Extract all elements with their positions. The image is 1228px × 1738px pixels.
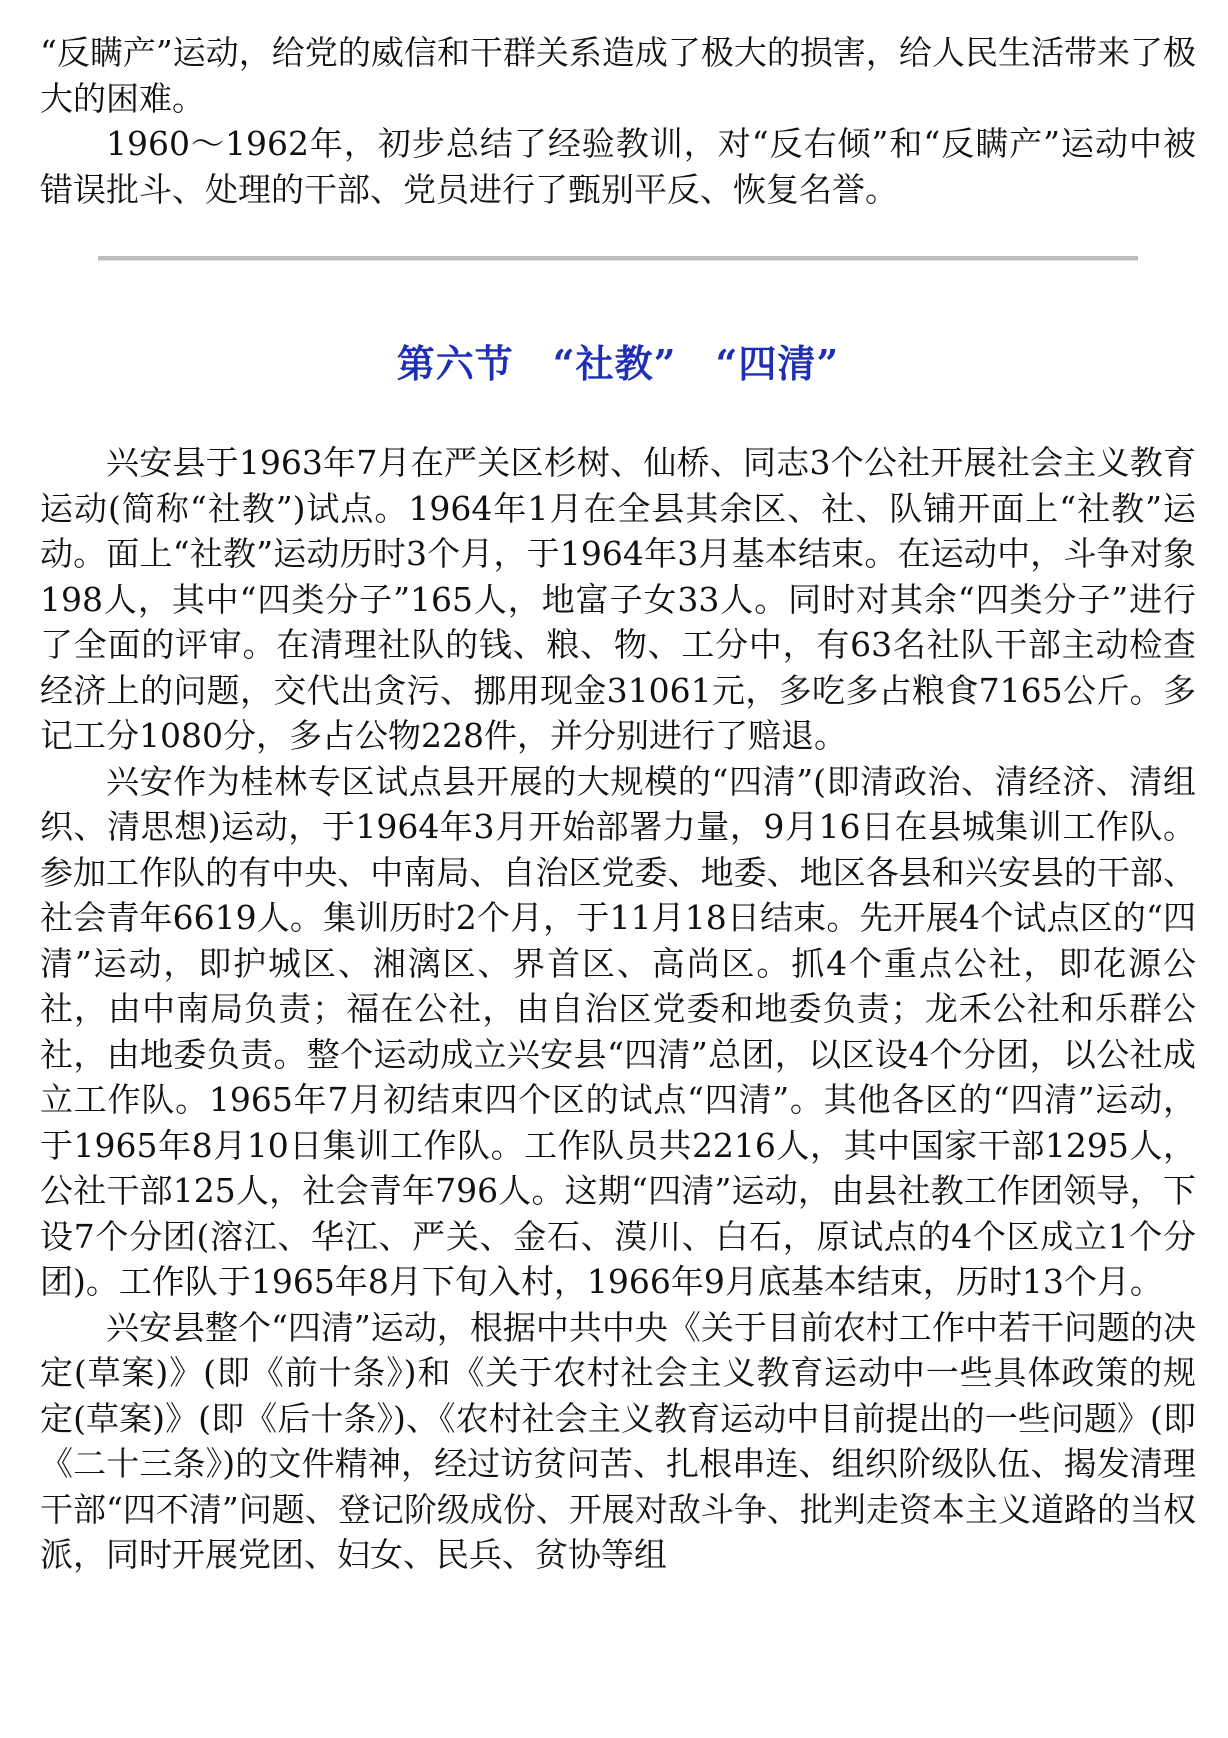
section-paragraph-2: 兴安作为桂林专区试点县开展的大规模的“四清”(即清政治、清经济、清组织、清思想)运动，于1964年3月开始部署力量，9月16日在县城集训工作队。参加工作队的有中央、中南局、自治区党委、地委、地区各县和兴安县的干部、社会青年6619人。集训历时2个月，于11月18日结束。先开展4个试点区的“四清”运动，即护城区、湘漓区、界首区、高尚区。抓4个重点公社，即花源公社，由中南局负责；福在公社，由自治区党委和地委负责；龙禾公社和乐群公社，由地委负责。整个运动成立兴安县“四清”总团，以区设4个分团，以公社成立工作队。1965年7月初结束四个区的试点“四清”。其他各区的“四清”运动，于1965年8月10日集训工作队。工作队员共2216人，其中国家干部1295人，公社干部125人，社会青年796人。这期“四清”运动，由县社教工作团领导，下设7个分团(溶江、华江、严关、金石、漠川、白石，原试点的4个区成立1个分团)。工作队于1965年8月下旬入村，1966年9月底基本结束，历时13个月。 (40, 761, 1196, 1301)
document-page (40, 30, 1196, 1578)
section-paragraph-1: 兴安县于1963年7月在严关区杉树、仙桥、同志3个公社开展社会主义教育运动(简称“社教”)试点。1964年1月在全县其余区、社、队铺开面上“社教”运动。面上“社教”运动历时3个月，于1964年3月基本结束。在运动中，斗争对象198人，其中“四类分子”165人，地富子女33人。同时对其余“四类分子”进行了全面的评审。在清理社队的钱、粮、物、工分中，有63名社队干部主动检查经济上的问题，交代出贪污、挪用现金31061元，多吃多占粮食7165公斤。多记工分1080分，多占公物228件，并分别进行了赔退。 (40, 443, 1196, 755)
intro-paragraph-2: 1960～1962年，初步总结了经验教训，对“反右倾”和“反瞒产”运动中被错误批斗、处理的干部、党员进行了甄别平反、恢复名誉。 (40, 124, 1196, 209)
section-paragraph-3: 兴安县整个“四清”运动，根据中共中央《关于目前农村工作中若干问题的决定(草案)》(即《前十条》)和《关于农村社会主义教育运动中一些具体政策的规定(草案)》(即《后十条》)、《农村社会主义教育运动中目前提出的一些问题》(即《二十三条》)的文件精神，经过访贫问苦、扎根串连、组织阶级队伍、揭发清理干部“四不清”问题、登记阶级成份、开展对敌斗争、批判走资本主义道路的当权派，同时开展党团、妇女、民兵、贫协等组 (40, 1307, 1196, 1574)
section-title: 第六节 “社教” “四清” (396, 341, 840, 386)
intro-paragraph-1: “反瞒产”运动，给党的威信和干群关系造成了极大的损害，给人民生活带来了极大的困难。 (40, 33, 1196, 118)
section-divider (98, 256, 1138, 261)
